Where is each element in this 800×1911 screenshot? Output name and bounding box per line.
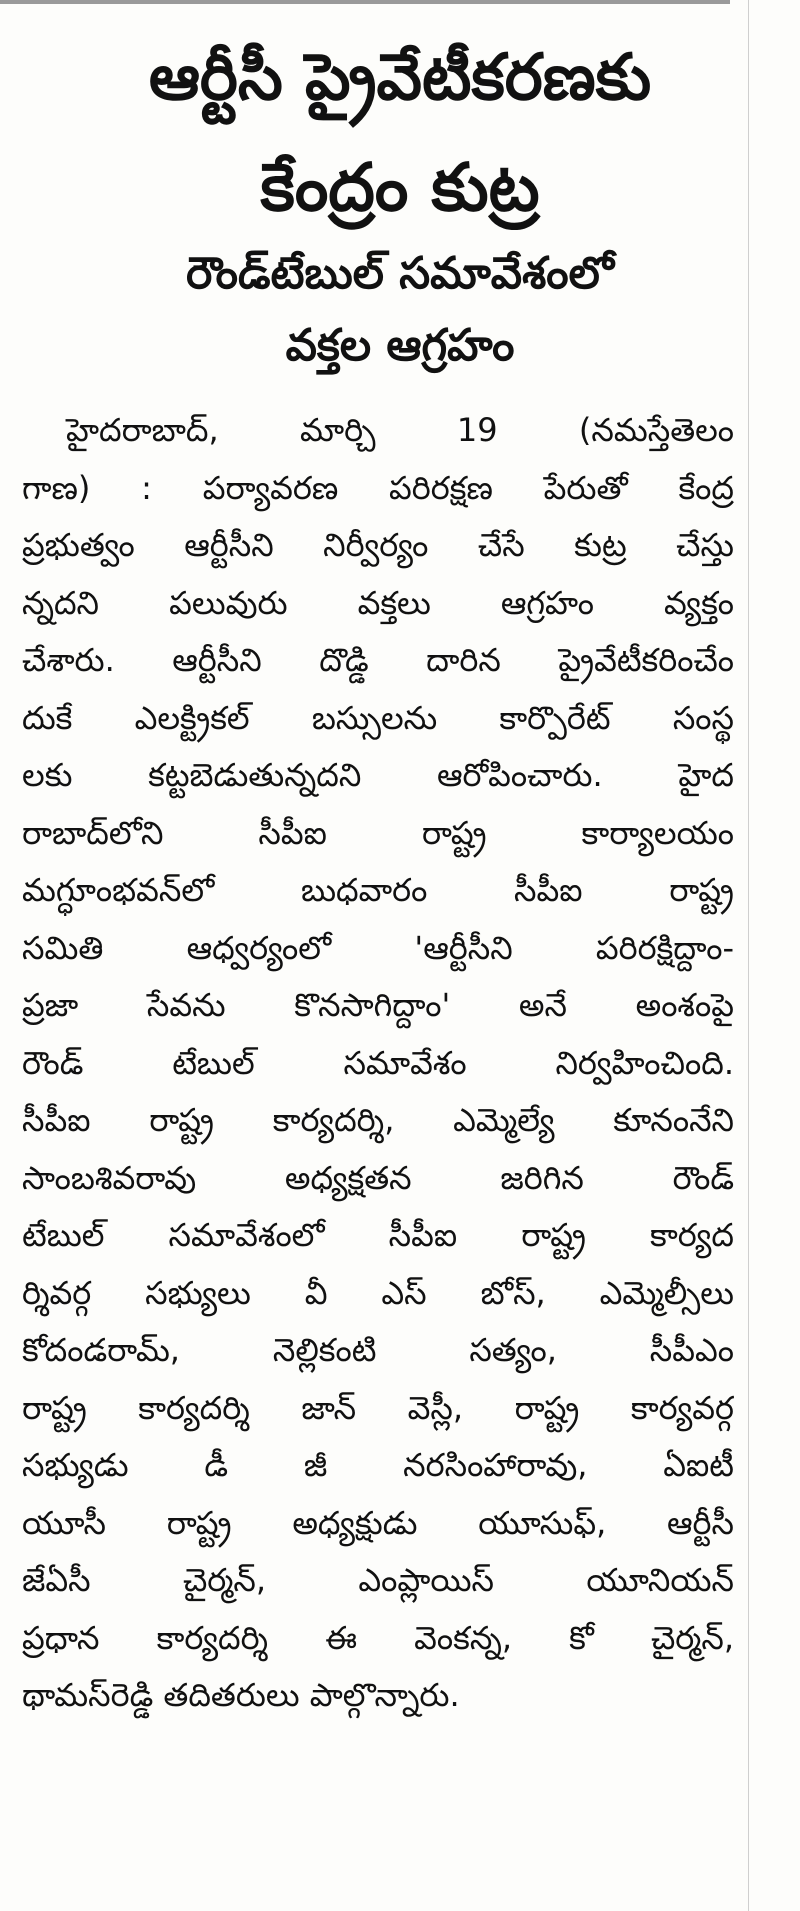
article-line: మగ్ధూంభవన్‌లో బుధవారం సీపీఐ రాష్ట్ర [22, 871, 734, 909]
article-line: చేశారు. ఆర్టీసీని దొడ్డి దారిన ప్రైవేటీకరించేం [22, 641, 734, 679]
article-line: న్నదని పలువురు వక్తలు ఆగ్రహం వ్యక్తం [22, 583, 734, 622]
subheadline-line-1: రౌండ్‌టేబుల్ సమావేశంలో [186, 248, 614, 299]
article-line: రౌండ్ టేబుల్ సమావేశం నిర్వహించింది. [22, 1043, 734, 1082]
article-line: గాణ) : పర్యావరణ పరిరక్షణ పేరుతో కేంద్ర [22, 468, 734, 507]
article-line: ప్రజా సేవను కొనసాగిద్దాం' అనే అంశంపై [22, 986, 734, 1024]
article-line: సీపీఐ రాష్ట్ర కార్యదర్శి, ఎమ్మెల్యే కూనంనేని [22, 1101, 734, 1139]
top-border-rule [0, 0, 730, 4]
headline-line-1: ఆర్టీసీ ప్రైవేటీకరణకు [148, 41, 652, 115]
article-line: లకు కట్టబెడుతున్నదని ఆరోపించారు. హైద [22, 756, 734, 794]
article-line: టేబుల్ సమావేశంలో సీపీఐ రాష్ట్ర కార్యద [22, 1216, 734, 1254]
article-line: రాష్ట్ర కార్యదర్శి జాన్ వెస్లీ, రాష్ట్ర కార్యవర్గ [22, 1388, 734, 1427]
article-line: థామస్‌రెడ్డి తదితరులు పాల్గొన్నారు. [22, 1676, 460, 1714]
article-body [22, 402, 734, 1725]
article-line: జేఏసీ చైర్మన్, ఎంప్లాయిస్ యూనియన్ [22, 1561, 734, 1599]
article-line: ర్శివర్గ సభ్యులు వీ ఎస్ బోస్, ఎమ్మెల్సీలు [22, 1273, 734, 1312]
article-line: సభ్యుడు డీ జీ నరసింహారావు, ఏఐటీ [22, 1446, 734, 1484]
article-line: ప్రభుత్వం ఆర్టీసీని నిర్వీర్యం చేసే కుట్ర చేస్తు [22, 526, 734, 564]
article-line: కోదండరామ్, నెల్లికంటి సత్యం, సీపీఎం [22, 1331, 734, 1369]
headline-line-2: కేంద్రం కుట్ర [260, 149, 540, 226]
article-line: ప్రధాన కార్యదర్శి ఈ వెంకన్న, కో చైర్మన్, [22, 1618, 734, 1657]
article-line: సాంబశివరావు అధ్యక్షతన జరిగిన రౌండ్ [22, 1158, 734, 1197]
article-line: దుకే ఎలక్ట్రికల్ బస్సులను కార్పొరేట్ సంస్థ [22, 698, 734, 737]
subheadline-line-2: వక్తల ఆగ్రహం [285, 320, 515, 371]
article-line: రాబాద్‌లోని సీపీఐ రాష్ట్ర కార్యాలయం [22, 813, 734, 852]
article-line: యూసీ రాష్ట్ర అధ్యక్షుడు యూసుఫ్, ఆర్టీసీ [22, 1503, 734, 1542]
article-line: హైదరాబాద్, మార్చి 19 (నమస్తేతెలం [66, 411, 734, 449]
article-line: సమితి ఆధ్వర్యంలో 'ఆర్టీసీని పరిరక్షిద్దాం- [22, 928, 734, 967]
